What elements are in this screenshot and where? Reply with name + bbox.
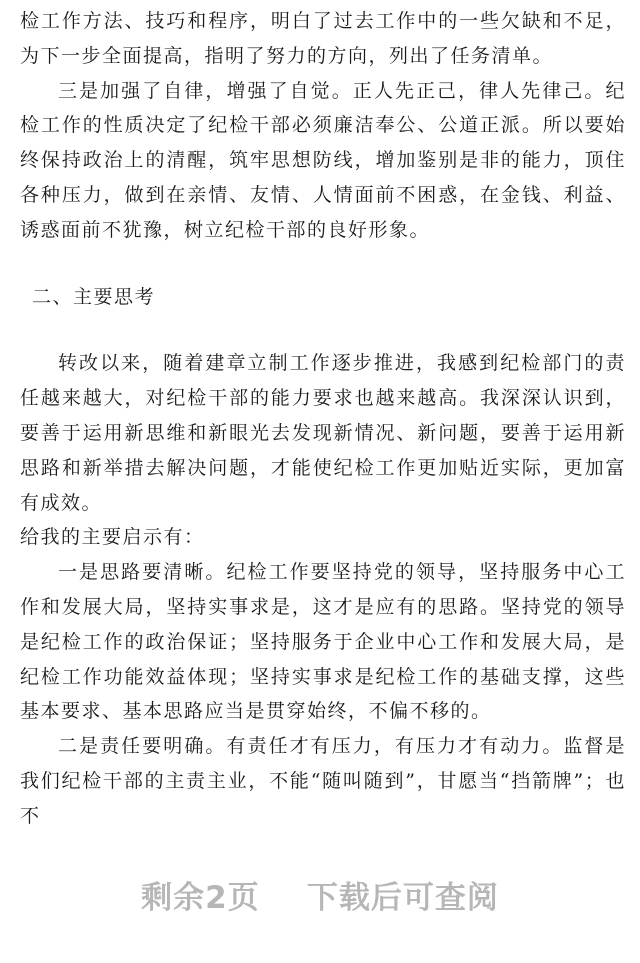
paragraph-continued: 检工作方法、技巧和程序，明白了过去工作中的一些欠缺和不足，为下一步全面提高，指明了努力的方向，列出了任务清单。 [20,10,626,67]
paragraph-inspiration-intro: 给我的主要启示有： [20,526,205,549]
paragraph-clear-responsibility: 二是责任要明确。有责任才有压力，有压力才有动力。监督是我们纪检干部的主责主业，不能“随叫随到”，甘愿当“挡箭牌”；也不 [20,735,626,827]
section-heading: 二、主要思考 [32,285,156,308]
paragraph-clear-thinking: 一是思路要清晰。纪检工作要坚持党的领导，坚持服务中心工作和发展大局，坚持实事求是，这才是应有的思路。坚持党的领导是纪检工作的政治保证；坚持服务于企业中心工作和发展大局，是纪检工作功能效益体现；坚持实事求是纪检工作的基础支撑，这些基本要求、基本思路应当是贯穿始终，不偏不移的。 [20,561,626,723]
paragraph-self-discipline: 三是加强了自律，增强了自觉。正人先正己，律人先律己。纪检工作的性质决定了纪检干部必须廉洁奉公、公道正派。所以要始终保持政治上的清醒，筑牢思想防线，增加鉴别是非的能力，顶住各种压力，做到在亲情、友情、人情面前不困惑，在金钱、利益、诱惑面前不犹豫，树立纪检干部的良好形象。 [20,79,626,241]
remaining-pages-text: 剩余2页 [141,880,260,916]
download-hint-text: 下载后可查阅 [306,880,499,916]
download-banner[interactable] [0,872,640,917]
paragraph-reform: 转改以来，随着建章立制工作逐步推进，我感到纪检部门的责任越来越大，对纪检干部的能力要求也越来越高。我深深认识到，要善于运用新思维和新眼光去发现新情况、新问题，要善于运用新思路和新举措去解决问题，才能使纪检工作更加贴近实际，更加富有成效。 [20,352,626,514]
